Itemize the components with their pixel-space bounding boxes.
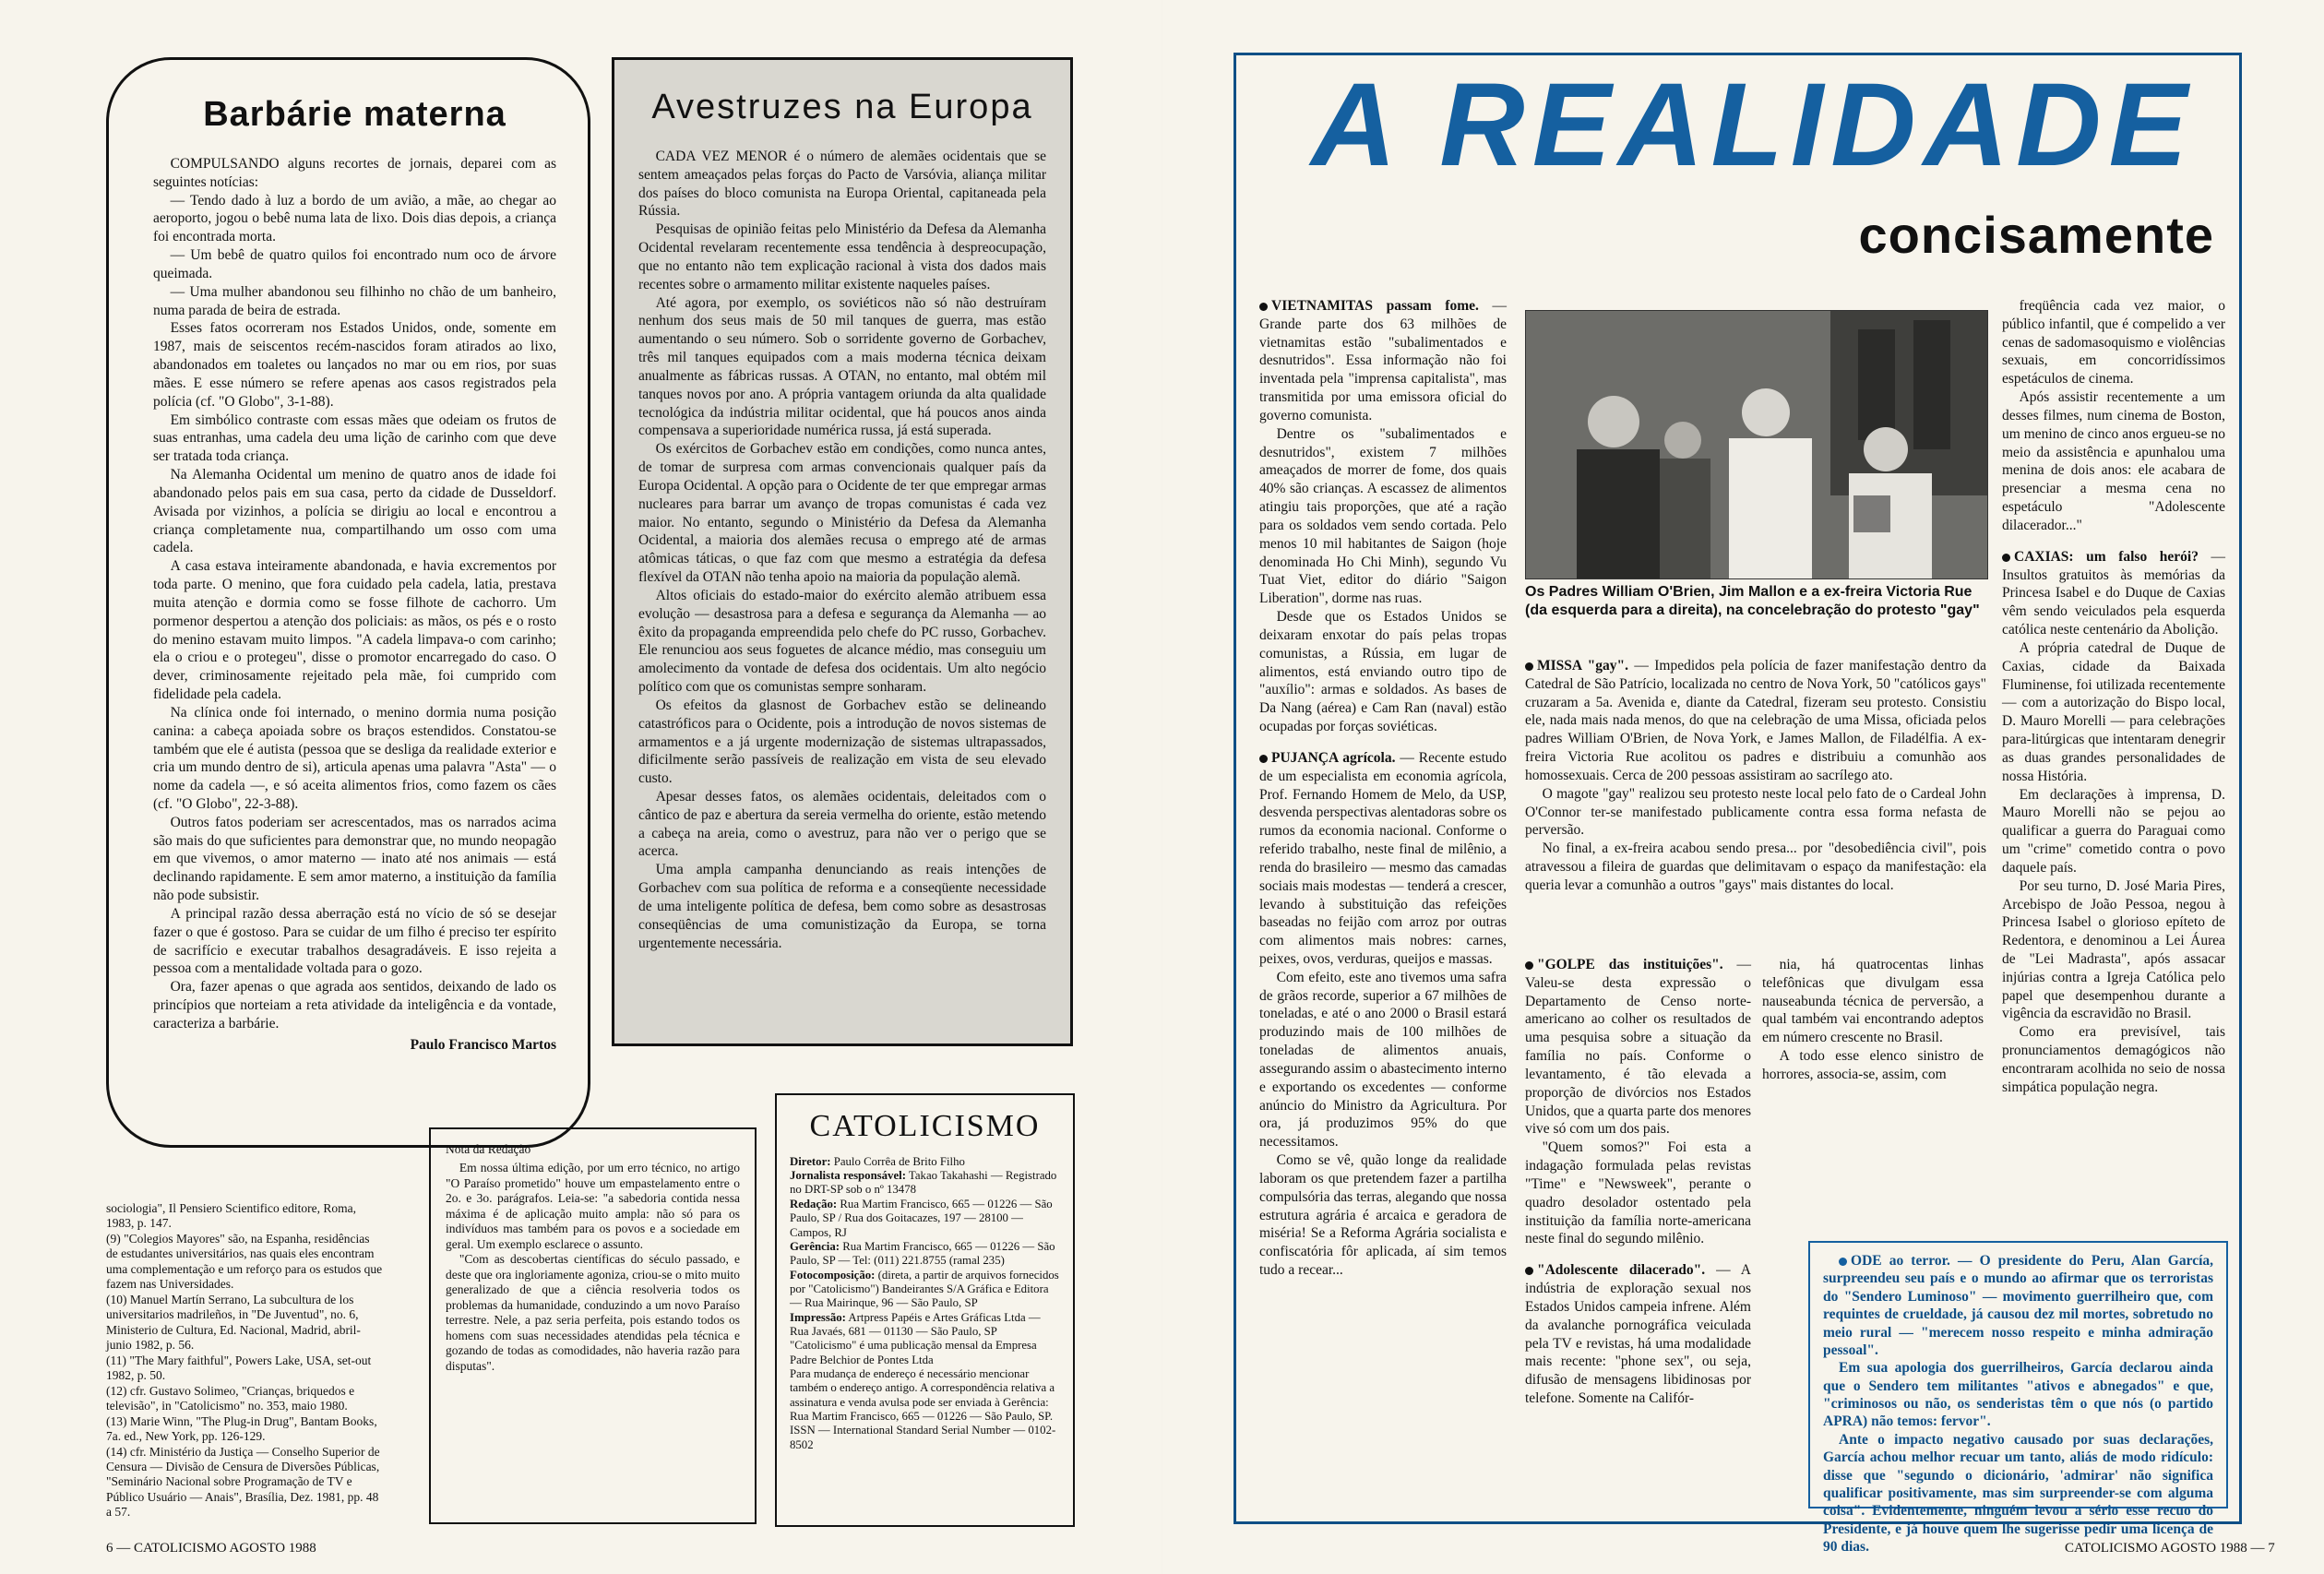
expediente-label: Redação: [790, 1197, 838, 1210]
news-paragraph: Com efeito, este ano tivemos uma safra de grãos recorde, superior a 67 milhões de toneladas, e até o ano 2000 o Brasil estará produzindo mais de 100 milhões de toneladas de alimentos anuais, assegurando assim o abastecimento interno e exportando os excedentes — conforme anúncio do Ministro da Agricultura. Por ora, já produzimos 95% do que necessitamos. [1259, 969, 1507, 1151]
footnote: (9) "Colegios Mayores" são, na Espanha, residências de estudantes universitários, nas quais eles encontram uma complementação e um reforço para os estudos que fazem nas Universidades. [106, 1231, 383, 1292]
article-signature: Paulo Francisco Martos [410, 1036, 556, 1053]
article-title: Barbárie materna [203, 95, 507, 134]
expediente-label: Gerência: [790, 1239, 840, 1253]
footnote: (13) Marie Winn, "The Plug-in Drug", Bantam Books, 7a. ed., New York, pp. 126-129. [106, 1413, 377, 1444]
paragraph: Apesar desses fatos, os alemães ocidentais, deleitados com o cântico de paz e abertura da sereia vermelha do oriente, estão metendo a cabeça na areia, como o avestruz, para não ver o perigo que se acerca. [638, 788, 1046, 860]
paragraph: CADA VEZ MENOR é o número de alemães ocidentais que se sentem ameaçados pelas forças do Pacto de Varsóvia, aliança militar dos países do bloco comunista na Europa Oriental, capitaneada pela Rússia. [638, 149, 1046, 220]
article-title: Avestruzes na Europa [651, 88, 1033, 126]
paragraph: Outros fatos poderiam ser acrescentados, mas os narrados acima são mais do que suficientes para demonstrar que, no mundo neopagão em que vivemos, o amor materno — inato até nos animais — está declinando rapidamente. E sem amor materno, a instituição da família não pode subsistir. [153, 814, 556, 904]
paragraph: — Tendo dado à luz a bordo de um avião, a mãe, ao chegar ao aeroporto, jogou o bebê numa lata de lixo. Dois dias depois, a criança foi encontrada morta. [153, 192, 556, 245]
headline: A REALIDADE [1311, 59, 2195, 191]
expediente-line: Diretor: Paulo Corrêa de Brito Filho [790, 1154, 965, 1168]
news-paragraph: ODE ao terror. — O presidente do Peru, Alan García, surpreendeu seu país e o mundo ao afirmar que os terroristas do "Sendero Luminoso" — movimento guerrilheiro que, com requintes de crueldade, já causou dez mil mortes, sobretudo no meio rural — "merecem nosso respeito e minha admiração pessoal". [1823, 1253, 2213, 1358]
footnote: (11) "The Mary faithful", Powers Lake, USA, set-out 1982, p. 50. [106, 1353, 372, 1383]
paragraph: Em nossa última edição, por um erro técnico, no artigo "O Paraíso prometido" houve um empastelamento entre o 2o. e 3o. parágrafos. Leia-se: "a sabedoria contida nessa máxima é de aplicação muito ampla: não só para os indivíduos mas também para os povos e a sociedade em geral. Um exemplo esclarece o assunto. [446, 1161, 740, 1251]
bullet-icon [1259, 755, 1268, 763]
news-lead: VIETNAMITAS passam fome. [1271, 298, 1479, 314]
missa-gay-item [1525, 657, 1986, 895]
expediente-line: "Catolicismo" é uma publicação mensal da Empresa Padre Belchior de Pontes Ltda [790, 1339, 1037, 1366]
paragraph: — Uma mulher abandonou seu filhinho no chão de um banheiro, numa parada de beira de estrada. [153, 283, 556, 318]
news-lead: MISSA "gay". [1537, 658, 1628, 674]
column-3 [1762, 956, 1984, 1084]
news-paragraph: A própria catedral de Duque de Caxias, cidade da Baixada Fluminense, foi utilizada recentemente — com a autorização do Bispo local, D. Mauro Morelli — para celebrações para-litúrgicas que intentaram denegrir as duas grandes personalidades de nossa História. [2002, 639, 2225, 784]
paragraph: Ora, fazer apenas o que agrada aos sentidos, deixando de lado os princípios que norteiam a reta atividade da inteligência e da vontade, caracteriza a barbárie. [153, 979, 556, 1031]
news-lead: "GOLPE das instituições". [1537, 957, 1723, 972]
paragraph: Uma ampla campanha denunciando as reais intenções de Gorbachev com sua política de reforma e a conseqüente necessidade de uma inteligente política de defesa, bem como sobre as desastrosas conseqüências de uma comunistização da Europa, se torna urgentemente necessária. [638, 862, 1046, 951]
expediente-label: Impressão: [790, 1310, 846, 1324]
bullet-icon [1259, 303, 1268, 311]
expediente-line: Impressão: Artpress Papéis e Artes Gráficas Ltda — Rua Javaés, 681 — 01130 — São Paulo, SP [790, 1310, 1041, 1338]
news-paragraph: "Quem somos?" Foi esta a indagação formulada pelas revistas "Time" e "Newsweek", perante o quadro desolador ostentado pela instituição da família norte-americana neste final do segundo milênio. [1525, 1139, 1751, 1247]
news-paragraph: Após assistir recentemente a um desses filmes, num cinema de Boston, um menino de cinco anos ergueu-se no meio da assistência e apunhalou uma menina de dois anos: ele acabara de presenciar a mesma cena no espetáculo "Adolescente dilacerador..." [2002, 389, 2225, 533]
nota-title: Nota da Redação [446, 1142, 531, 1156]
news-paragraph: "Adolescente dilacerado". — A indústria de exploração sexual nos Estados Unidos campeia infrene. Além da avalanche pornográfica veiculada pela TV e revistas, há uma modalidade mais recente: "phone sex", ou seja, difusão de mensagens libidinosas por telefone. Somente na Califór- [1525, 1262, 1751, 1407]
news-paragraph: Ante o impacto negativo causado por suas declarações, García achou melhor recuar um tanto, aliás de modo ridículo: disse que "segundo o dicionário, 'admirar' não significa qualificar positivamente, mas sim surpreender-se com alguma coisa". Evidentemente, ninguém levou a sério esse recuo do Presidente, e já houve quem lhe sugerisse pedir uma licença de 90 dias. [1823, 1431, 2213, 1555]
paragraph: Altos oficiais do estado-maior do exército alemão atribuem essa evolução — desastrosa para a defesa e segurança da Alemanha — ao êxito da propaganda empreendida pelo chefe do PC russo, Gorbachev. Ele renunciou aos seus foguetes de alcance médio, mas conseguiu um amolecimento da vontade de defesa dos ocidentais. Um alto negócio político com que os comunistas sempre sonharam. [638, 587, 1046, 696]
expediente-line: Redação: Rua Martim Francisco, 665 — 01226 — São Paulo, SP / Rua dos Goitacazes, 197 — 28100 — Campos, RJ [790, 1197, 1053, 1239]
page-folio: 6 — CATOLICISMO AGOSTO 1988 [106, 1541, 316, 1556]
bullet-icon [1839, 1258, 1847, 1266]
news-paragraph: A todo esse elenco sinistro de horrores, associa-se, assim, com [1762, 1048, 1984, 1082]
news-lead: PUJANÇA agrícola. [1271, 749, 1396, 766]
expediente-line: Jornalista responsável: Takao Takahashi — Registrado no DRT-SP sob o nº 13478 [790, 1169, 1057, 1197]
news-paragraph: freqüência cada vez maior, o público infantil, que é compelido a ver cenas de sadomasoquismo e violências sexuais, em concorridíssimos espetáculos de cinema. [2002, 298, 2225, 388]
paragraph: Pesquisas de opinião feitas pelo Ministério da Defesa da Alemanha Ocidental revelaram recentemente essa tendência à despreocupação, que no entanto não tem explicação racional à vista dos dados mais recentes sobre o armamento militar existente naqueles países. [638, 221, 1046, 292]
news-paragraph: Em declarações à imprensa, D. Mauro Morelli não se pejou ao qualificar a guerra do Paraguai como um "crime" cometido contra o povo daquele país. [2002, 786, 2225, 876]
paragraph: Até agora, por exemplo, os soviéticos não só não destruíram nenhum dos seus mais de 50 mil tanques de guerra, mas estão aumentando o seu número. Sob o sorridente governo de Gorbachev, três mil tanques equipados com a mais moderna técnica deixam anualmente as fábricas russas. A OTAN, no entanto, mal obtém mil tanques novos por ano. A própria vantagem oriunda da alta qualidade tecnológica da indústria militar ocidental, que há poucos anos ainda compensava a superioridade numérica russa, já está superada. [638, 294, 1046, 439]
bullet-icon [1525, 1267, 1533, 1275]
expediente-label: Diretor: [790, 1154, 831, 1168]
paragraph: "Com as descobertas científicas do século passado, e deste que ora ingloriamente agoniza, criou-se o mito muito generalizado de que a ciência resolveria todos os problemas da humanidade, conduzindo a um novo Paraíso terrestre. Nele, a paz seria perfeita, pois estando todos os homens com suas necessidades atendidas pela técnica e gozando de todas as comodidades, não haveria razão para disputas". [446, 1252, 740, 1373]
paragraph: — Um bebê de quatro quilos foi encontrado num oco de árvore queimada. [153, 247, 556, 281]
footnote: sociologia", Il Pensiero Scientifico editore, Roma, 1983, p. 147. [106, 1201, 356, 1231]
expediente-line: Fotocomposição: (direta, a partir de arquivos fornecidos por "Catolicismo") Bandeirantes S/A Gráfica e Editora — Rua Mairinque, 96 — São Paulo, SP [790, 1268, 1059, 1310]
bullet-icon [2002, 554, 2010, 562]
news-paragraph: VIETNAMITAS passam fome. — Grande parte dos 63 milhões de vietnamitas estão "subalimentados e desnutridos". Essa informação não foi inventada pela "imprensa capitalista", mas transmitida por uma emissora oficial do governo comunista. [1259, 298, 1507, 423]
paragraph: Em simbólico contraste com essas mães que odeiam os frutos de suas entranhas, uma cadela deu uma lição de carinho com que deve ser tratada toda criança. [153, 411, 556, 465]
page-folio: CATOLICISMO AGOSTO 1988 — 7 [2065, 1541, 2275, 1556]
paragraph: Na Alemanha Ocidental um menino de quatro anos de idade foi abandonado pelos pais em sua casa, perto da cidade de Dusseldorf. Avisada por vizinhos, a polícia se dirigiu ao local e encontrou a criança completamente nua, compartilhando um osso com uma cadela. [153, 467, 556, 556]
news-lead: "Adolescente dilacerado". [1537, 1262, 1706, 1279]
expediente-line: Para mudança de endereço é necessário mencionar também o endereço antigo. A correspondência relativa a assinatura e venda avulsa pode ser enviada à Gerência: Rua Martim Francisco, 665 — 01226 — São Paulo, SP. [790, 1366, 1055, 1423]
photo-illustration [1526, 311, 1987, 578]
news-paragraph: Dentre os "subalimentados e desnutridos", existem 7 milhões ameaçados de morrer de fome, dos quais 40% são crianças. A escassez de alimentos atingiu tais proporções, que até a ração para os soldados vem sendo cortada. Pelo menos 10 mil habitantes de Saigon (hoje denominada Ho Chi Minh), segundo Vu Tuat Viet, editor do diário "Saigon Liberation", dorme nas ruas. [1259, 425, 1507, 607]
column-1 [1259, 297, 1507, 1280]
news-paragraph: MISSA "gay". — Impedidos pela polícia de fazer manifestação dentro da Catedral de São Patrício, localizada no centro de Nova York, 50 "católicos gays" cruzaram a 5a. Avenida e, diante da Catedral, fizeram seu protesto. Consistiu ele, nada mais nada menos, do que na celebração de uma Missa, oficiada pelos padres William O'Brien, de Nova York, e James Mallon, de Filadélfia. A ex-freira Victoria Rue acolitou os padres e distribuiu a comunhão aos homossexuais. Cerca de 200 pessoas assistiram ao sacrílego ato. [1525, 658, 1986, 783]
column-2 [1525, 956, 1751, 1408]
news-paragraph: Como era previsível, tais pronunciamentos demagógicos não encontraram acolhida no seio de nossa simpática população negra. [2002, 1024, 2225, 1095]
column-4 [2002, 297, 2225, 1097]
news-paragraph: CAXIAS: um falso herói? — Insultos gratuitos às memórias da Princesa Isabel e do Duque de Caxias vêm sendo veiculados pela esquerda católica neste centenário da Abolição. [2002, 548, 2225, 638]
news-paragraph: PUJANÇA agrícola. — Recente estudo de um especialista em economia agrícola, Prof. Fernando Homem de Melo, da USP, desvenda perspectivas alentadoras sobre os rumos da economia nacional. Conforme o referido trabalho, neste final de milênio, a renda do brasileiro — mesmo das camadas sociais mais modestas — tenderá a crescer, levando à substituição das refeições baseadas no feijão com arroz por outras com alimentos mais nobres: carnes, peixes, ovos, verduras, queijos e massas. [1259, 749, 1507, 967]
paragraph: A casa estava inteiramente abandonada, e havia excrementos por toda parte. O menino, que fora cuidado pela cadela, latia, prestava muita atenção e dormia como se fosse filhote de cachorro. Um pormenor despertou a atenção dos policiais: as mãos, os pés e o rosto do menino estavam muito limpos. "A cadela limpava-o com carinho; ela o criou e o protegeu", disse o promotor encarregado do caso. O dever, criminosamente rejeitado pela mãe, foi cumprido com fidelidade pela cadela. [153, 558, 556, 703]
paragraph: Os exércitos de Gorbachev estão em condições, como nunca antes, de tomar de surpresa com armas convencionais qualquer país da Europa Ocidental. A opção para o Ocidente de ter que empregar armas nucleares para barrar um avanço de tropas comunistas é cada vez maior. No entanto, segundo o Ministério da Defesa da Alemanha Ocidental, a maioria dos alemães recusa o emprego até de armas atômicas táticas, o que faz com que mesmo a estratégia da defesa flexível da OTAN não tenha apoio na maioria da população alemã. [638, 441, 1046, 586]
news-paragraph: No final, a ex-freira acabou sendo presa... por "desobediência civil", pois atravessou a fileira de guardas que delimitavam o espaço da manifestação: ela queria levar a comunhão a outros "gays" mais distantes do local. [1525, 841, 1986, 893]
paragraph: A principal razão dessa aberração está no vício de só se desejar fazer o que é gostoso. Para se cuidar de um filho é preciso ter espírito de sacrifício e executar trabalhos desagradáveis. E isso rejeita a pessoa com a mentalidade voltada para o gozo. [153, 905, 556, 977]
news-lead: ODE ao terror. [1851, 1253, 1950, 1269]
news-paragraph: Em sua apologia dos guerrilheiros, García declarou ainda que o Sendero tem militantes "ativos e abnegados" e que, "criminosos ou não, os senderistas têm o que nós (o partido APRA) não temos: fervor". [1823, 1360, 2213, 1430]
news-paragraph: Desde que os Estados Unidos se deixaram enxotar do país pelas tropas comunistas, a Rússia, em lugar de alimentos, está enviando outro tipo de "auxílio": armas e soldados. As bases de Da Nang (aérea) e Cam Ran (naval) estão ocupadas por forças soviéticas. [1259, 609, 1507, 735]
photo-caption: Os Padres William O'Brien, Jim Mallon e a ex-freira Victoria Rue (da esquerda para a direita), na concelebração do protesto "gay" [1525, 584, 1980, 618]
catolicismo-logo: CATOLICISMO [809, 1109, 1041, 1143]
news-paragraph: O magote "gay" realizou seu protesto neste local pelo fato de o Cardeal John O'Connor ter-se manifestado publicamente contra essa forma nefasta de perversão. [1525, 785, 1986, 839]
paragraph: Na clínica onde foi internado, o menino dormia numa posição canina: a cabeça apoiada sobre os braços estendidos. Constatou-se também que ele é autista (pessoa que se desliga da realidade exterior e cria um mundo dentro de si), articula apenas uma palavra "Asta" — o nome da cadela —, e só aceita alimentos frios, como fazem os cães (cf. "O Globo", 22-3-88). [153, 704, 556, 812]
footnote: (12) cfr. Gustavo Solimeo, "Crianças, briquedos e televisão", in "Catolicismo" no. 353, maio 1980. [106, 1383, 355, 1413]
news-paragraph: nia, há quatrocentas linhas telefônicas que divulgam essa nauseabunda técnica de perversão, a qual também vai encontrando adeptos em número crescente no Brasil. [1762, 957, 1984, 1046]
paragraph: COMPULSANDO alguns recortes de jornais, deparei com as seguintes notícias: [153, 156, 556, 190]
protest-photo [1525, 310, 1988, 579]
news-lead: CAXIAS: um falso herói? [2014, 548, 2199, 565]
bullet-icon [1525, 961, 1533, 970]
paragraph: Os efeitos da glasnost de Gorbachev estão se delineando catastróficos para o Ocidente, pois a introdução de novos sistemas de armamentos e a já urgente modernização de sistemas ultrapassados, dificilmente serão passíveis de realização em vista de seu elevado custo. [638, 697, 1046, 787]
paragraph: Esses fatos ocorreram nos Estados Unidos, onde, somente em 1987, mais de seiscentos recém-nascidos foram atirados ao lixo, abandonados em toaletes ou lançados no mar ou em rios, por suas mães. E esse número se refere apenas aos casos registrados pela polícia (cf. "O Globo", 3-1-88). [153, 320, 556, 410]
footnote: (14) cfr. Ministério da Justiça — Conselho Superior de Censura — Divisão de Censura de Diversões Públicas, "Seminário Nacional sobre Programação de TV e Público Usuário — Anais", Brasília, Dez. 1981, pp. 48 a 57. [106, 1444, 380, 1520]
expediente-line: Gerência: Rua Martim Francisco, 665 — 01226 — São Paulo, SP — Tel: (011) 221.8755 (ramal 235) [790, 1239, 1055, 1268]
bullet-icon [1525, 662, 1533, 671]
expediente-label: Fotocomposição: [790, 1268, 876, 1282]
news-paragraph: "GOLPE das instituições". — Valeu-se desta expressão o Departamento de Censo norte-americano ao colher os resultados de uma pesquisa sobre a situação da família no país. Conforme o levantamento, é tão elevada a proporção de divórcios nos Estados Unidos, que a quarta parte dos menores vive só com um dos pais. [1525, 957, 1751, 1138]
news-paragraph: Por seu turno, D. José Maria Pires, Arcebispo de João Pessoa, negou à Princesa Isabel o glorioso epíteto de Redentora, e denominou a Lei Áurea de "Lei Madrasta", após assacar injúrias contra a Igreja Católica pelo papel que desempenhou durante a vigência da escravidão no Brasil. [2002, 877, 2225, 1022]
news-paragraph: Como se vê, quão longe da realidade laboram os que pretendem fazer a partilha compulsória das terras, alegando que nossa estrutura agrária é arcaica e geradora de miséria! Se a Reforma Agrária socialista e confiscatória fôr aplicada, aí sim temos tudo a recear... [1259, 1152, 1507, 1279]
footnote: (10) Manuel Martín Serrano, La subcultura de los universitarios madrileños, in "De Juventud", no. 6, Ministerio de Cultura, Ed. Nacional, Madrid, abril-junio 1982, p. 56. [106, 1292, 361, 1353]
expediente-line: ISSN — International Standard Serial Number — 0102-8502 [790, 1424, 1056, 1451]
subheadline: concisamente [1858, 206, 2214, 264]
expediente-label: Jornalista responsável: [790, 1169, 906, 1183]
